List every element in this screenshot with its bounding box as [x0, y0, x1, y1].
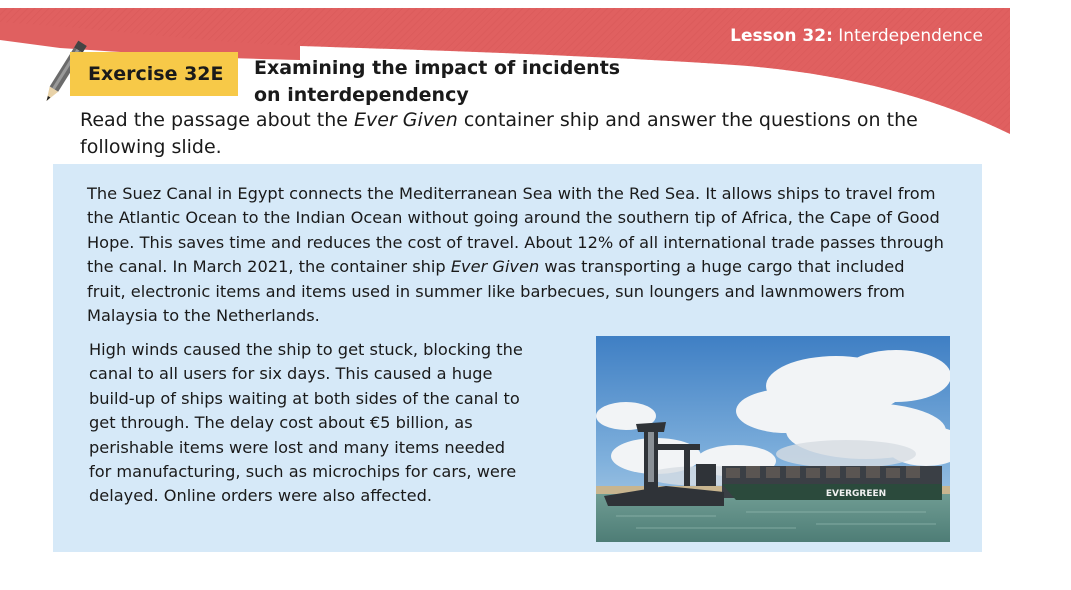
exercise-title-line1: Examining the impact of incidents	[254, 57, 621, 79]
ship-hull-text: EVERGREEN	[825, 489, 887, 499]
p1-text-after: was transporting a huge cargo that included fruit, electronic items and items used in summer like barbecues, sun loungers and lawnmowers from Malaysia to the Netherlands.	[87, 257, 905, 326]
passage-paragraph-2: High winds caused the ship to get stuck, blocking the canal to all users for six days. This caused a huge build-up of ships waiting at both sides of the canal to get through. The delay cost about €5 billion, as perishable items were lost and many items needed for manufacturing, such as microchips for cars, were delayed. Online orders were also affected.	[89, 340, 523, 506]
passage-panel	[53, 164, 982, 552]
instructions-before: Read the passage about the	[80, 109, 355, 131]
lesson-number: Lesson 32:	[730, 26, 833, 46]
ship-photo	[596, 336, 950, 542]
exercise-title-line2: on interdependency	[254, 84, 469, 106]
exercise-badge: Exercise 32E	[70, 52, 238, 96]
exercise-title	[254, 55, 654, 109]
p1-ship-name: Ever Given	[450, 257, 540, 277]
lesson-name: Interdependence	[838, 26, 983, 46]
passage-paragraph-1	[87, 182, 947, 328]
instructions-ship-name: Ever Given	[354, 109, 458, 131]
p1-text-before: The Suez Canal in Egypt connects the Mediterranean Sea with the Red Sea. It allows ships to travel from the Atlantic Ocean to the Indian Ocean without going around the southern tip of Africa, the Cape of Good Hope. This saves time and reduces the cost of travel. About 12% of all international trade passes through the canal. In March 2021, the container ship	[87, 184, 944, 277]
instructions	[80, 107, 940, 161]
instructions-after: container ship and answer the questions on the following slide.	[80, 109, 918, 158]
lesson-label	[730, 26, 983, 46]
